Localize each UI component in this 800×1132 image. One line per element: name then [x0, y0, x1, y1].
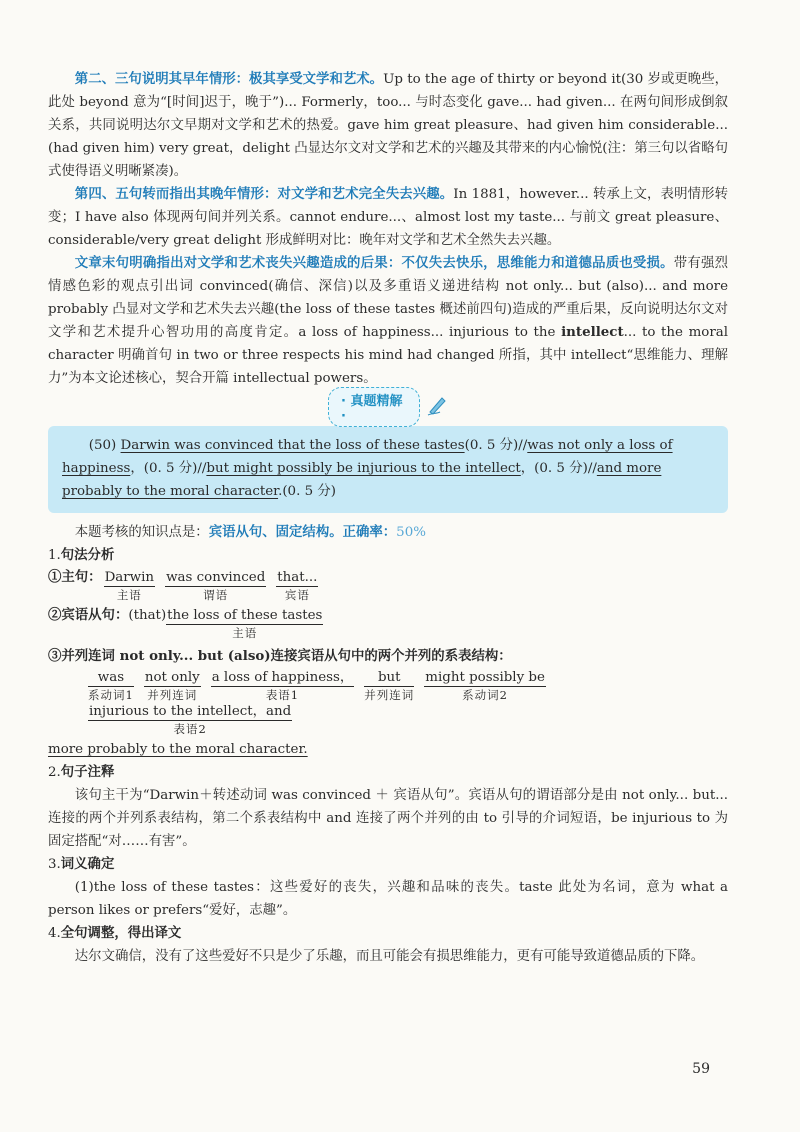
- para-1-heading: 第二、三句说明其早年情形：极其享受文学和艺术。: [74, 71, 384, 87]
- analysis-paragraph-1: [48, 68, 728, 183]
- para-3-body-1: 带有强烈情感色彩的观点引出词 convinced(确信、深信)以及多重语义递进结构 not only... but (also)... and more probably 凸显对文学和艺术失去兴趣(the loss of these tastes 概述前四句)造成的严重后果，反向说明达尔文对文学和艺术提升心智功用的高度肯定。a loss of happiness... injurious to the: [48, 256, 729, 340]
- main-clause-annotations: [104, 569, 329, 603]
- annotated-word: but: [364, 669, 414, 687]
- annotated-word: Darwin: [104, 570, 155, 585]
- para-1-body: Up to the age of thirty or beyond it(30 岁或更晚些，此处 beyond 意为“[时间]迟于，晚于”)... Formerly，too... 与时态变化 gave... had given... 在两句间形成倒叙关系，共同说明达尔文早期对文学和艺术的热爱。gave him great pleasure、had given him considerable...(had given him) very great，delight 凸显达尔文对文学和艺术的兴趣及其带来的内心愉悦(注：第三句以省略句式使得语义明晰紧凑)。: [48, 72, 729, 179]
- section-3-body: (1)the loss of these tastes：这些爱好的丧失，兴趣和品味的丧失。taste 此处为名词，意为 what a person likes or prefers“爱好，志趣”。: [48, 880, 728, 918]
- question-text: [62, 434, 714, 503]
- segment-4: and more probably to the moral character: [62, 461, 662, 499]
- object-clause-label: ②宾语从句：: [48, 607, 129, 623]
- annotated-word: not only: [144, 670, 200, 685]
- grammar-role-label: 宾语: [284, 588, 310, 602]
- grammar-role-label: 主语: [232, 626, 258, 640]
- parallel-annotations: [88, 669, 728, 737]
- score-2: ，(0. 5 分)//: [130, 461, 207, 476]
- annotated-word: that...: [277, 570, 318, 585]
- question-number: (50): [88, 438, 121, 453]
- grammar-role-label: 并列连词: [364, 688, 415, 702]
- para-3-bold-word: intellect: [561, 324, 624, 340]
- annotated-segment: [424, 669, 546, 703]
- grammar-role-label: 主语: [116, 588, 142, 602]
- object-clause-row: [48, 607, 728, 641]
- grammar-role-label: 谓语: [203, 588, 229, 602]
- segment-1: Darwin was convinced that the loss of these tastes: [120, 438, 465, 453]
- page-number: 59: [692, 1061, 710, 1077]
- object-clause-annotations: [166, 607, 333, 641]
- score-3: ，(0. 5 分)//: [520, 461, 597, 476]
- page-content: [48, 68, 728, 968]
- segment-2: was not only a loss of happiness: [62, 438, 673, 476]
- question-box: [48, 426, 728, 513]
- grammar-role-label: 并列连词: [147, 688, 198, 702]
- annotated-word: the loss of these tastes: [167, 608, 323, 623]
- knowledge-line: [48, 521, 728, 544]
- knowledge-prefix: 本题考核的知识点是：: [74, 525, 209, 540]
- main-clause-label: ①主句：: [48, 569, 102, 585]
- annotated-segment: [364, 669, 414, 703]
- section-4-body: 达尔文确信，没有了这些爱好不只是少了乐趣，而且可能会有损思维能力，更有可能导致道德品质的下降。: [74, 949, 705, 964]
- parallel-tail: more probably to the moral character.: [48, 742, 308, 757]
- grammar-role-label: 系动词1: [88, 688, 134, 702]
- grammar-role-label: 系动词2: [462, 688, 508, 702]
- annotated-segment: [88, 703, 292, 737]
- analysis-paragraph-2: [48, 183, 728, 252]
- annotated-segment: [88, 669, 134, 703]
- analysis-paragraph-3: [48, 252, 728, 390]
- para-2-body: In 1881，however... 转承上文，表明情形转变；I have also 体现两句间并列关系。cannot endure...、almost lost my taste... 与前文 great pleasure、considerable/very great delight 形成鲜明对比：晚年对文学和艺术全然失去兴趣。: [48, 187, 729, 248]
- para-3-heading: 文章末句明确指出对文学和艺术丧失兴趣造成的后果：不仅失去快乐，思维能力和道德品质也受损。: [74, 255, 674, 271]
- section-4-title: 4.全句调整，得出译文: [48, 925, 182, 941]
- pen-icon: [426, 394, 448, 420]
- annotated-word: a loss of happiness，: [211, 670, 354, 685]
- annotated-segment: [144, 669, 201, 703]
- para-2-heading: 第四、五句转而指出其晚年情形：对文学和艺术完全失去兴趣。: [74, 186, 454, 202]
- section-1-title: 1.句法分析: [48, 547, 115, 563]
- main-clause-row: [48, 569, 728, 603]
- segment-3: but might possibly be injurious to the intellect: [206, 461, 521, 476]
- parallel-row: [88, 669, 728, 737]
- annotated-segment: [276, 569, 318, 603]
- banner-title: · 真题精解 ·: [328, 387, 420, 427]
- score-1: (0. 5 分)//: [464, 438, 528, 453]
- grammar-role-label: 表语1: [265, 688, 300, 702]
- score-4: .(0. 5 分): [278, 484, 336, 499]
- parallel-label: ③并列连词 not only... but (also)连接宾语从句中的两个并列的系表结构：: [48, 648, 512, 664]
- para-3-body-2: ... to the moral character 明确首句 in two or three respects his mind had changed 所指，其中 intellect“思维能力、理解力”为本文论述核心，契合开篇 intellectual powers。: [48, 325, 728, 386]
- annotated-segment: [211, 669, 355, 703]
- annotated-segment: [165, 569, 266, 603]
- annotated-word: was convinced: [166, 570, 266, 585]
- annotated-word: was: [88, 669, 134, 687]
- annotated-word: injurious to the intellect，and: [89, 704, 292, 719]
- section-3-title: 3.词义确定: [48, 856, 115, 872]
- knowledge-points: 宾语从句、固定结构。正确率：: [208, 524, 397, 540]
- annotated-segment: [104, 569, 156, 603]
- accuracy-rate: 50%: [396, 525, 426, 540]
- annotated-word: might possibly be: [425, 670, 545, 685]
- section-banner: [328, 394, 448, 424]
- grammar-role-label: 表语2: [173, 722, 207, 736]
- section-2-body: 该句主干为“Darwin＋转述动词 was convinced ＋ 宾语从句”。宾语从句的谓语部分是由 not only... but... 连接的两个并列系表结构，第二个系表结构中 and 连接了两个并列的由 to 引导的介词短语，be injurious to 为固定搭配“对……有害”。: [48, 788, 728, 849]
- section-2-title: 2.句子注释: [48, 764, 115, 780]
- object-clause-prefix: (that): [128, 608, 167, 623]
- annotated-segment: [166, 607, 323, 641]
